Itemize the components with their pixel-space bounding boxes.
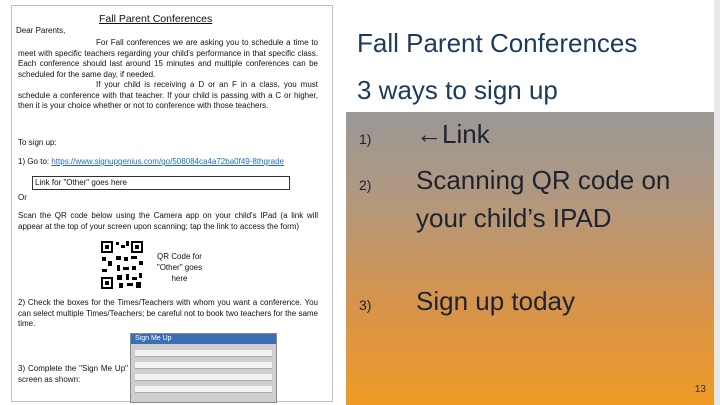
letter-paragraph-1: For Fall conferences we are asking you to schedule a time to meet with specific teachers regarding your child's performance in that specific class. Each conference should last around 15 minutes and multiple conferences can be scheduled for the same day, if needed. — [18, 38, 318, 79]
signup-form-row — [135, 386, 272, 393]
signup-form-title: Sign Me Up — [135, 335, 172, 342]
letter-paragraph-2: If your child is receiving a D or an F in a class, you must schedule a conference with that teacher. If your child is passing with a C or higher, then it is your choice whether or not to conference with those teachers. — [18, 80, 318, 110]
letter-step-2: 2) Check the boxes for the Times/Teachers with whom you want a conference. You can select multiple Times/Teachers; be careful not to book two teachers for the same time. — [18, 298, 318, 328]
qr-placeholder-label: QR Code for "Other" goes here — [156, 252, 203, 283]
slide-subtitle: 3 ways to sign up — [357, 75, 558, 105]
letter-step-1 — [18, 157, 318, 168]
parent-letter-document — [11, 5, 333, 402]
signup-form-screenshot — [130, 333, 277, 403]
signup-form-header — [131, 334, 276, 344]
slide-edge — [714, 0, 720, 405]
qr-code-image[interactable] — [99, 239, 145, 291]
step1-prefix: 1) Go to: — [18, 157, 52, 166]
list-item-qr: Scanning QR code on your child’s IPAD — [416, 165, 671, 233]
signup-form-row — [135, 374, 272, 381]
letter-greeting: Dear Parents, — [16, 26, 66, 35]
list-item-link: ←Link — [416, 119, 490, 149]
list-number-1: 1) — [359, 131, 372, 147]
page-number: 13 — [694, 384, 706, 395]
letter-or: Or — [18, 193, 27, 202]
gradient-panel — [346, 112, 714, 405]
link-placeholder-box: Link for "Other" goes here — [32, 176, 290, 190]
signup-form-row — [135, 362, 272, 369]
letter-qr-instructions: Scan the QR code below using the Camera app on your child's IPad (a link will appear at the top of your screen upon scanning; tap the link to access the form) — [18, 211, 318, 231]
letter-title: Fall Parent Conferences — [99, 13, 213, 25]
signup-form-row — [135, 350, 272, 357]
list-number-2: 2) — [359, 177, 372, 193]
signup-link[interactable]: https://www.signupgenius.com/go/508084ca4a72ba0f49-8thgrade — [51, 157, 284, 166]
list-item-signup: Sign up today — [416, 286, 576, 316]
letter-signup-intro: To sign up: — [18, 138, 57, 147]
list-number-3: 3) — [359, 297, 372, 313]
letter-step-3: 3) Complete the "Sign Me Up" screen as shown: — [18, 364, 128, 384]
slide-title: Fall Parent Conferences — [357, 28, 638, 58]
